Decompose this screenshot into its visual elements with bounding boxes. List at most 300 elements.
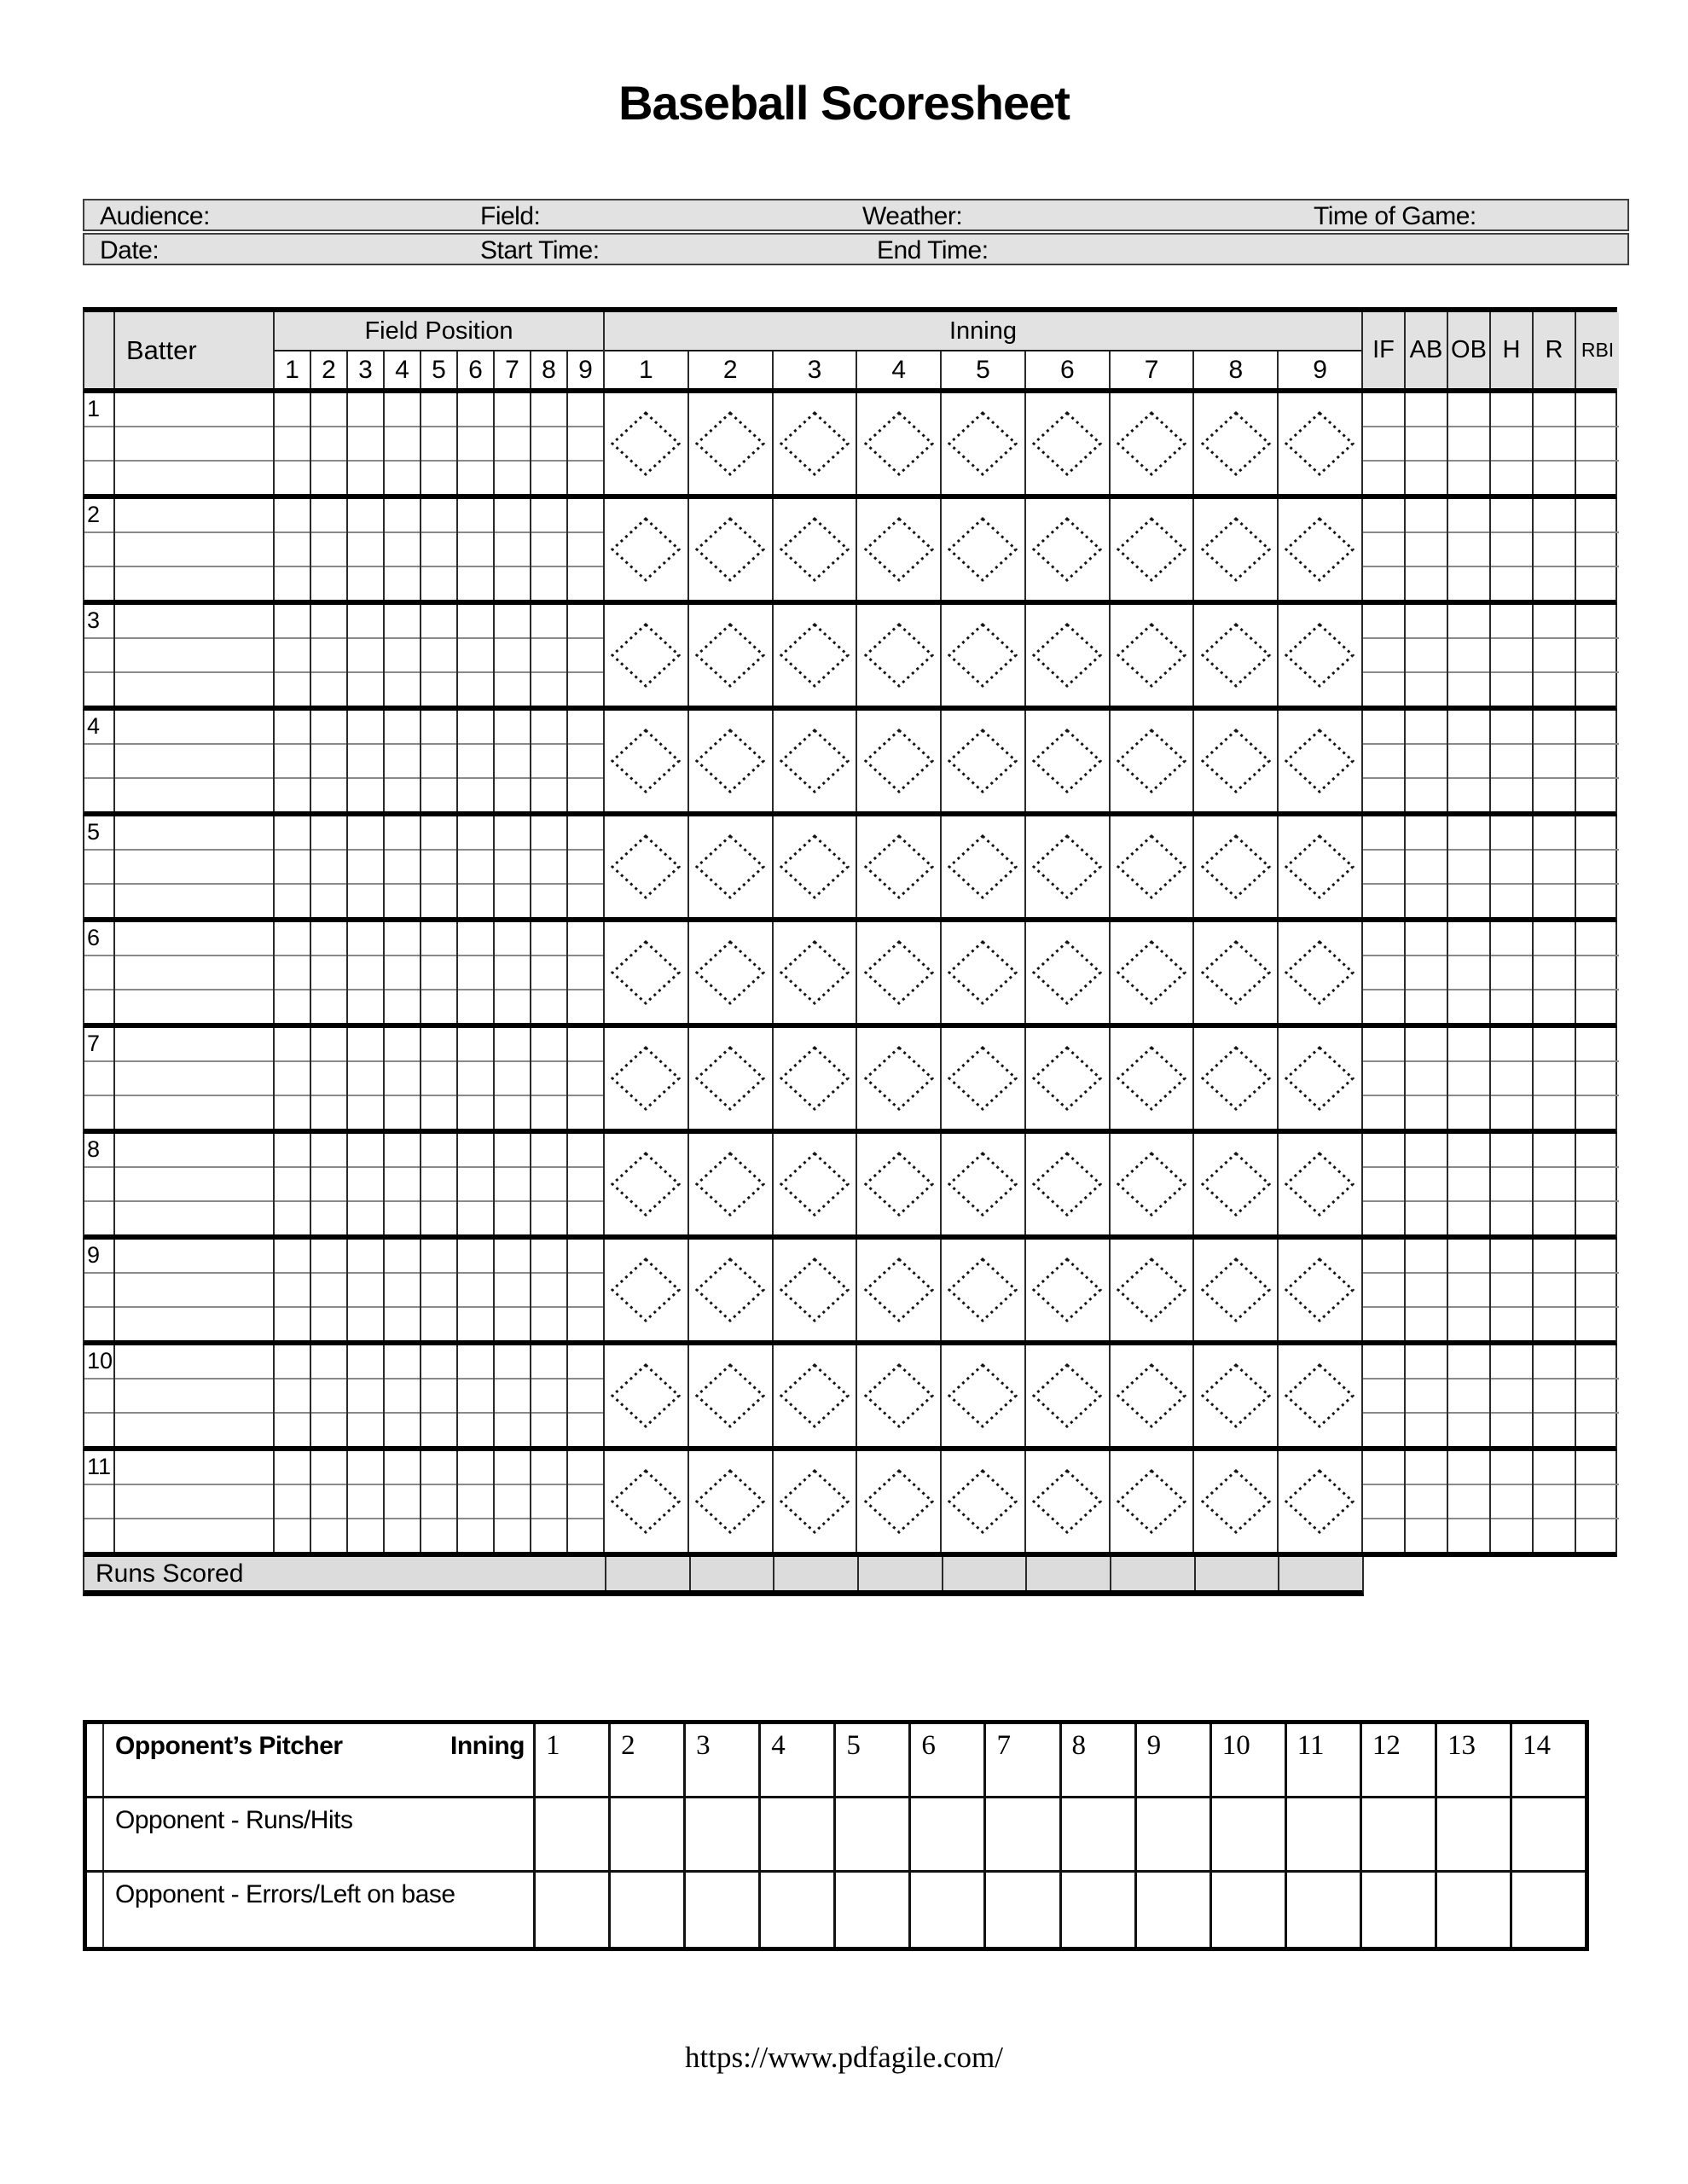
field-position-cell xyxy=(421,1028,458,1129)
stat-cell xyxy=(1576,1134,1619,1234)
inning-scoring-cell xyxy=(1026,816,1111,917)
base-diamond-icon xyxy=(863,1468,935,1535)
batter-name-cell xyxy=(115,393,275,494)
inning-scoring-cell xyxy=(1194,499,1279,600)
inning-scoring-cell xyxy=(1194,1345,1279,1446)
field-position-cell xyxy=(421,1345,458,1446)
batter-row xyxy=(83,711,1617,816)
base-diamond-icon xyxy=(947,410,1018,477)
stat-cell xyxy=(1363,605,1406,706)
field-position-cell xyxy=(311,1451,348,1552)
field-position-cell xyxy=(275,922,311,1023)
base-diamond-icon xyxy=(863,1151,935,1217)
base-diamond-icon xyxy=(1200,1045,1272,1112)
base-diamond-icon xyxy=(694,939,766,1006)
stat-cell xyxy=(1406,393,1448,494)
field-position-cell xyxy=(385,1451,421,1552)
scoring-table xyxy=(83,307,1617,1596)
field-position-cell xyxy=(311,1345,348,1446)
stat-cell xyxy=(1534,1028,1576,1129)
base-diamond-icon xyxy=(694,1362,766,1429)
inning-scoring-cell xyxy=(1111,1240,1195,1340)
batter-row-number: 6 xyxy=(87,925,101,950)
inning-scoring-cell xyxy=(1111,1345,1195,1446)
base-diamond-icon xyxy=(947,1257,1018,1323)
inning-scoring-cell xyxy=(1111,922,1195,1023)
inning-scoring-cell xyxy=(1026,1240,1111,1340)
opponent-inning-cell xyxy=(1287,1798,1362,1870)
inning-scoring-cell xyxy=(689,499,774,600)
base-diamond-icon xyxy=(779,834,850,900)
stat-cell xyxy=(1491,605,1534,706)
field-position-cell xyxy=(458,1240,495,1340)
batter-name-cell xyxy=(115,922,275,1023)
stat-cell xyxy=(1534,1451,1576,1552)
inning-scoring-cell xyxy=(857,816,942,917)
base-diamond-icon xyxy=(1116,834,1187,900)
stat-cell xyxy=(1491,711,1534,811)
runs-scored-cell xyxy=(1278,1557,1362,1590)
inning-scoring-cell xyxy=(942,922,1026,1023)
base-diamond-icon xyxy=(1116,1362,1187,1429)
batter-row xyxy=(83,1240,1617,1345)
inning-scoring-cell xyxy=(605,1345,689,1446)
inning-scoring-cell xyxy=(605,816,689,917)
field-position-number: 7 xyxy=(495,351,531,388)
base-diamond-icon xyxy=(610,622,682,688)
inning-scoring-cell xyxy=(857,499,942,600)
batter-row-number: 5 xyxy=(87,819,101,845)
field-position-cell xyxy=(495,1028,531,1129)
opponent-inning-number: 5 xyxy=(836,1724,911,1796)
base-diamond-icon xyxy=(863,622,935,688)
stat-cell xyxy=(1363,1028,1406,1129)
stat-cell xyxy=(1534,816,1576,917)
batter-row xyxy=(83,605,1617,711)
inning-scoring-cell xyxy=(774,605,858,706)
opponent-inning-cell xyxy=(1137,1798,1212,1870)
inning-scoring-cell xyxy=(1026,499,1111,600)
base-diamond-icon xyxy=(1116,1045,1187,1112)
inning-scoring-cell xyxy=(689,1028,774,1129)
base-diamond-icon xyxy=(1284,516,1355,583)
inning-scoring-cell xyxy=(689,605,774,706)
base-diamond-icon xyxy=(779,1151,850,1217)
field-position-cell xyxy=(531,393,568,494)
field-position-cell xyxy=(311,922,348,1023)
field-position-cell xyxy=(568,1345,605,1446)
base-diamond-icon xyxy=(1284,1045,1355,1112)
stat-cell xyxy=(1406,1345,1448,1446)
opponent-row-label: Opponent - Runs/Hits xyxy=(104,1798,536,1870)
field-position-cell xyxy=(458,1028,495,1129)
field-position-cell xyxy=(421,393,458,494)
base-diamond-icon xyxy=(779,410,850,477)
inning-scoring-cell xyxy=(942,393,1026,494)
inning-scoring-cell xyxy=(774,711,858,811)
inning-scoring-cell xyxy=(605,605,689,706)
base-diamond-icon xyxy=(610,1362,682,1429)
stat-cell xyxy=(1491,1240,1534,1340)
batter-row xyxy=(83,1028,1617,1134)
inning-scoring-cell xyxy=(857,922,942,1023)
opponent-inning-number: 9 xyxy=(1137,1724,1212,1796)
stat-cell xyxy=(1448,922,1491,1023)
batter-name-cell xyxy=(115,1134,275,1234)
batter-row xyxy=(83,1134,1617,1240)
inning-scoring-cell xyxy=(1111,393,1195,494)
opponent-inning-cell xyxy=(686,1798,761,1870)
field-position-cell xyxy=(495,1345,531,1446)
inning-scoring-cell xyxy=(1026,922,1111,1023)
inning-number: 3 xyxy=(774,351,858,388)
stat-cell xyxy=(1448,393,1491,494)
batter-row-number: 11 xyxy=(87,1454,112,1479)
base-diamond-icon xyxy=(1284,834,1355,900)
base-diamond-icon xyxy=(1031,1468,1103,1535)
stat-cell xyxy=(1363,1134,1406,1234)
inning-scoring-cell xyxy=(857,605,942,706)
game-info-row-2 xyxy=(83,233,1629,265)
opponent-inning-number: 6 xyxy=(911,1724,986,1796)
base-diamond-icon xyxy=(694,1257,766,1323)
inning-scoring-cell xyxy=(689,1134,774,1234)
field-position-cell xyxy=(568,1134,605,1234)
stat-cell xyxy=(1363,1451,1406,1552)
stat-cell xyxy=(1576,393,1619,494)
field-position-cell xyxy=(421,1240,458,1340)
inning-scoring-cell xyxy=(1111,816,1195,917)
opponent-inning-number: 13 xyxy=(1437,1724,1512,1796)
inning-scoring-cell xyxy=(605,711,689,811)
field-position-cell xyxy=(275,816,311,917)
runs-scored-cell xyxy=(773,1557,857,1590)
field-position-cell xyxy=(531,1451,568,1552)
stat-cell xyxy=(1576,711,1619,811)
base-diamond-icon xyxy=(1284,1362,1355,1429)
base-diamond-icon xyxy=(779,939,850,1006)
batter-row-number-cell xyxy=(84,1240,115,1340)
inning-number: 4 xyxy=(857,351,942,388)
inning-scoring-cell xyxy=(1279,816,1363,917)
batter-name-cell xyxy=(115,605,275,706)
runs-scored-cell xyxy=(1194,1557,1279,1590)
field-position-cell xyxy=(385,711,421,811)
base-diamond-icon xyxy=(610,728,682,794)
opponent-inning-cell xyxy=(1062,1798,1137,1870)
base-diamond-icon xyxy=(863,939,935,1006)
page-title: Baseball Scoresheet xyxy=(618,76,1070,130)
batter-row-number-cell xyxy=(84,393,115,494)
stat-cell xyxy=(1491,499,1534,600)
batter-row-number: 9 xyxy=(87,1242,101,1268)
stat-cell xyxy=(1491,1451,1534,1552)
stat-cell xyxy=(1448,1134,1491,1234)
inning-scoring-cell xyxy=(1111,1028,1195,1129)
field-position-number: 5 xyxy=(421,351,458,388)
game-info-bar xyxy=(83,199,1629,265)
base-diamond-icon xyxy=(694,1151,766,1217)
inning-scoring-cell xyxy=(1111,1451,1195,1552)
opponent-inning-header: Inning xyxy=(450,1732,525,1760)
batter-row-number: 2 xyxy=(87,502,101,527)
inning-scoring-cell xyxy=(689,922,774,1023)
inning-scoring-cell xyxy=(857,1451,942,1552)
batter-row xyxy=(83,499,1617,605)
inning-number: 7 xyxy=(1111,351,1195,388)
inning-scoring-cell xyxy=(605,1028,689,1129)
base-diamond-icon xyxy=(1031,728,1103,794)
field-position-cell xyxy=(348,1345,385,1446)
base-diamond-icon xyxy=(863,516,935,583)
field-position-number: 3 xyxy=(348,351,385,388)
base-diamond-icon xyxy=(610,834,682,900)
stat-cell xyxy=(1448,1028,1491,1129)
base-diamond-icon xyxy=(1200,1362,1272,1429)
base-diamond-icon xyxy=(610,1468,682,1535)
base-diamond-icon xyxy=(694,410,766,477)
field-position-cell xyxy=(385,1134,421,1234)
field-position-cell xyxy=(385,1240,421,1340)
field-position-cell xyxy=(311,816,348,917)
base-diamond-icon xyxy=(694,516,766,583)
runs-scored-cell xyxy=(857,1557,942,1590)
field-position-cell xyxy=(275,1028,311,1129)
batter-row xyxy=(83,393,1617,499)
base-diamond-icon xyxy=(779,1468,850,1535)
stat-header: AB xyxy=(1406,312,1448,388)
field-position-cell xyxy=(458,922,495,1023)
base-diamond-icon xyxy=(947,939,1018,1006)
stat-header: H xyxy=(1491,312,1534,388)
base-diamond-icon xyxy=(1200,939,1272,1006)
stat-cell xyxy=(1491,922,1534,1023)
base-diamond-icon xyxy=(1031,516,1103,583)
inning-scoring-cell xyxy=(942,1028,1026,1129)
base-diamond-icon xyxy=(947,728,1018,794)
footer-url[interactable]: https://www.pdfagile.com/ xyxy=(685,2041,1003,2074)
inning-scoring-cell xyxy=(1194,393,1279,494)
opponent-pitcher-header-cell xyxy=(104,1724,536,1796)
field-position-cell xyxy=(348,1451,385,1552)
inning-scoring-cell xyxy=(942,1345,1026,1446)
stat-cell xyxy=(1491,393,1534,494)
opponent-inning-cell xyxy=(1362,1873,1437,1947)
stat-cell xyxy=(1448,1345,1491,1446)
field-position-cell xyxy=(458,1134,495,1234)
base-diamond-icon xyxy=(1031,1362,1103,1429)
inning-scoring-cell xyxy=(689,816,774,917)
field-position-cell xyxy=(458,816,495,917)
inning-scoring-cell xyxy=(857,711,942,811)
opponent-inning-number: 2 xyxy=(611,1724,686,1796)
info-field-label: Start Time: xyxy=(480,236,600,264)
scoring-table-header xyxy=(83,307,1617,393)
info-field-label: Weather: xyxy=(862,202,963,230)
inning-number: 5 xyxy=(942,351,1026,388)
stat-cell xyxy=(1534,1134,1576,1234)
base-diamond-icon xyxy=(610,939,682,1006)
inning-scoring-cell xyxy=(605,1134,689,1234)
inning-scoring-cell xyxy=(1194,711,1279,811)
field-position-cell xyxy=(348,1028,385,1129)
stat-cell xyxy=(1576,499,1619,600)
base-diamond-icon xyxy=(694,728,766,794)
opponent-inning-number: 7 xyxy=(986,1724,1061,1796)
base-diamond-icon xyxy=(1200,1257,1272,1323)
field-position-cell xyxy=(458,499,495,600)
stat-cell xyxy=(1534,711,1576,811)
inning-header: Inning xyxy=(605,312,1361,351)
inning-scoring-cell xyxy=(1279,922,1363,1023)
base-diamond-icon xyxy=(863,834,935,900)
inning-scoring-cell xyxy=(1026,605,1111,706)
base-diamond-icon xyxy=(1116,516,1187,583)
opponent-inning-cell xyxy=(1362,1798,1437,1870)
opponent-inning-cell xyxy=(1212,1873,1287,1947)
stat-cell xyxy=(1448,1240,1491,1340)
inning-numbers xyxy=(605,351,1361,388)
stat-cell xyxy=(1363,499,1406,600)
field-position-cell xyxy=(385,393,421,494)
field-position-cell xyxy=(531,711,568,811)
batter-row xyxy=(83,816,1617,922)
inning-scoring-cell xyxy=(1279,1240,1363,1340)
stat-cell xyxy=(1576,1345,1619,1446)
base-diamond-icon xyxy=(863,1362,935,1429)
batter-row-number-cell xyxy=(84,1028,115,1129)
field-position-cell xyxy=(531,1028,568,1129)
base-diamond-icon xyxy=(863,1045,935,1112)
inning-scoring-cell xyxy=(857,1134,942,1234)
field-position-cell xyxy=(275,1345,311,1446)
stat-cell xyxy=(1448,1451,1491,1552)
base-diamond-icon xyxy=(1284,939,1355,1006)
base-diamond-icon xyxy=(1200,834,1272,900)
inning-scoring-cell xyxy=(774,1240,858,1340)
batter-row xyxy=(83,1345,1617,1451)
field-position-cell xyxy=(495,1240,531,1340)
stat-cell xyxy=(1448,711,1491,811)
base-diamond-icon xyxy=(1116,728,1187,794)
stat-cell xyxy=(1534,605,1576,706)
inning-scoring-cell xyxy=(1111,499,1195,600)
field-position-cell xyxy=(275,499,311,600)
stat-cell xyxy=(1576,605,1619,706)
inning-scoring-cell xyxy=(1194,1134,1279,1234)
base-diamond-icon xyxy=(1284,1151,1355,1217)
stat-cell xyxy=(1406,499,1448,600)
batter-row-number-cell xyxy=(84,1345,115,1446)
field-position-cell xyxy=(348,816,385,917)
batter-header-cell: Batter xyxy=(115,312,275,388)
stat-cell xyxy=(1491,1345,1534,1446)
field-position-cell xyxy=(568,1028,605,1129)
inning-scoring-cell xyxy=(774,1028,858,1129)
inning-header-group xyxy=(605,312,1363,388)
field-position-header: Field Position xyxy=(275,312,603,351)
stat-cell xyxy=(1363,393,1406,494)
inning-number: 8 xyxy=(1194,351,1279,388)
inning-scoring-cell xyxy=(1111,711,1195,811)
opponent-inning-number: 14 xyxy=(1523,1730,1552,1761)
runs-scored-row xyxy=(83,1557,1364,1596)
base-diamond-icon xyxy=(1031,834,1103,900)
field-position-cell xyxy=(311,499,348,600)
field-position-cell xyxy=(531,816,568,917)
base-diamond-icon xyxy=(947,622,1018,688)
field-position-cell xyxy=(311,1028,348,1129)
runs-scored-label: Runs Scored xyxy=(96,1559,244,1588)
base-diamond-icon xyxy=(779,1362,850,1429)
batter-row-number-cell xyxy=(84,711,115,811)
stat-cell xyxy=(1491,1134,1534,1234)
field-position-cell xyxy=(458,605,495,706)
stat-cell xyxy=(1448,499,1491,600)
inning-scoring-cell xyxy=(857,1028,942,1129)
stat-cell xyxy=(1576,1240,1619,1340)
stat-header: R xyxy=(1534,312,1576,388)
base-diamond-icon xyxy=(1031,410,1103,477)
opponent-gap-cell xyxy=(87,1798,104,1870)
stat-cell xyxy=(1406,711,1448,811)
field-position-cell xyxy=(458,1451,495,1552)
field-position-cell xyxy=(458,393,495,494)
inning-scoring-cell xyxy=(1194,922,1279,1023)
inning-scoring-cell xyxy=(1194,1451,1279,1552)
batter-name-cell xyxy=(115,711,275,811)
base-diamond-icon xyxy=(779,516,850,583)
inning-scoring-cell xyxy=(774,499,858,600)
field-position-number: 2 xyxy=(311,351,348,388)
field-position-cell xyxy=(458,1345,495,1446)
opponent-data-row xyxy=(87,1873,1585,1947)
opponent-inning-cell xyxy=(1212,1798,1287,1870)
field-position-number: 8 xyxy=(531,351,568,388)
base-diamond-icon xyxy=(1031,939,1103,1006)
base-diamond-icon xyxy=(1116,1151,1187,1217)
inning-scoring-cell xyxy=(1279,393,1363,494)
field-position-cell xyxy=(568,393,605,494)
field-position-cell xyxy=(275,1240,311,1340)
opponent-inning-cell xyxy=(911,1798,986,1870)
stat-cell xyxy=(1534,1345,1576,1446)
field-position-cell xyxy=(385,499,421,600)
base-diamond-icon xyxy=(1031,1151,1103,1217)
field-position-cell xyxy=(495,605,531,706)
batter-name-cell xyxy=(115,816,275,917)
row-number-header-cell xyxy=(84,312,115,388)
batter-name-cell xyxy=(115,499,275,600)
base-diamond-icon xyxy=(1031,622,1103,688)
inning-scoring-cell xyxy=(689,711,774,811)
batter-row-number-cell xyxy=(84,605,115,706)
opponent-inning-cell xyxy=(611,1873,686,1947)
opponent-inning-cell xyxy=(1437,1873,1512,1947)
batter-row-number: 8 xyxy=(87,1136,101,1162)
stat-header: RBI xyxy=(1576,312,1619,388)
stat-cell xyxy=(1576,816,1619,917)
base-diamond-icon xyxy=(947,1151,1018,1217)
base-diamond-icon xyxy=(1200,728,1272,794)
field-position-cell xyxy=(385,1345,421,1446)
opponent-inning-cell xyxy=(536,1873,611,1947)
stat-cell xyxy=(1363,816,1406,917)
inning-scoring-cell xyxy=(1279,499,1363,600)
base-diamond-icon xyxy=(1284,1468,1355,1535)
field-position-cell xyxy=(495,1451,531,1552)
field-position-cell xyxy=(275,605,311,706)
